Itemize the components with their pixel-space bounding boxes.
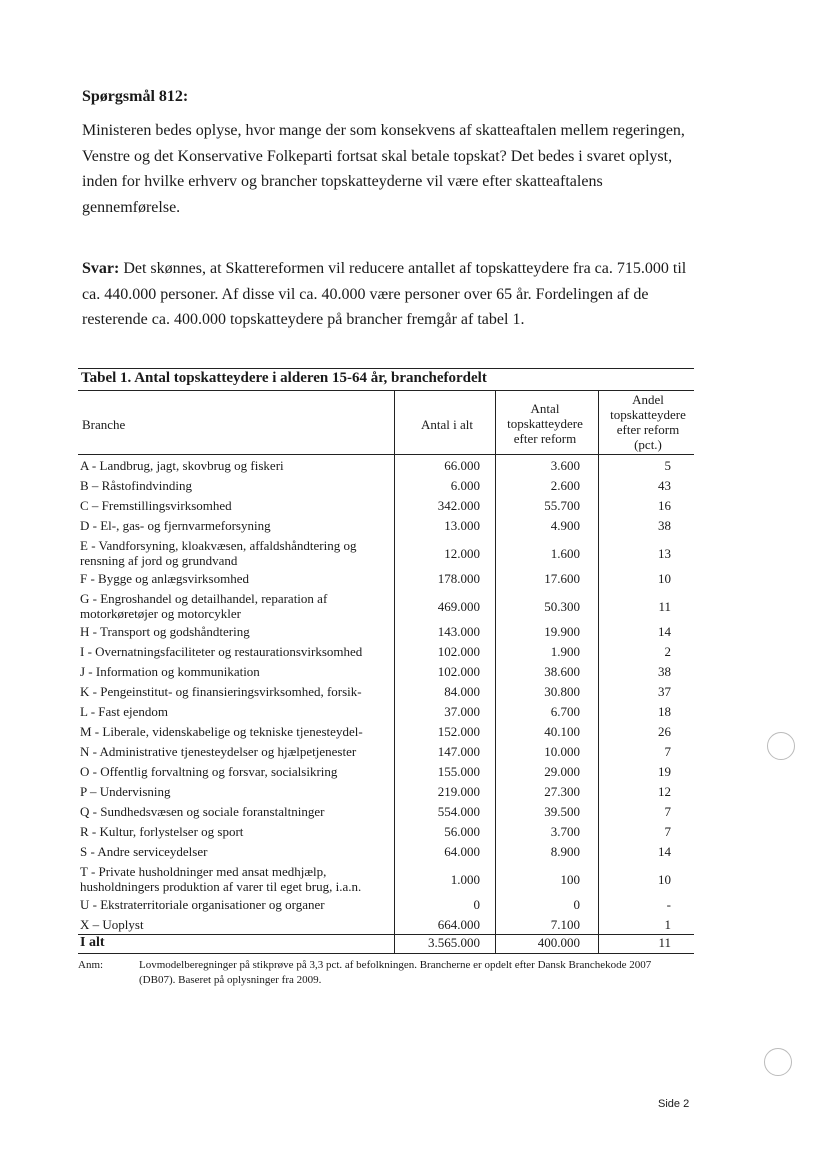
row-topskat: 1.900 [550, 644, 580, 659]
row-label: Q - Sundhedsvæsen og sociale foranstaltninger [80, 804, 325, 819]
row-antal: 1.000 [450, 872, 480, 887]
answer-paragraph [82, 256, 692, 333]
row-andel: 37 [658, 684, 671, 699]
row-topskat: 3.600 [550, 458, 580, 473]
row-andel: 13 [658, 546, 671, 561]
row-topskat: 4.900 [550, 518, 580, 533]
question-text: Ministeren bedes oplyse, hvor mange der som konsekvens af skatteaftalen mellem regeringen, Venstre og det Konservative Folkeparti fortsat skal betale topskat? Det bedes i svaret oplyst, inden for hvilke erhverv og brancher topskatteyderne vil være efter skatteaftalens gennemførelse. [82, 122, 685, 216]
row-label: L - Fast ejendom [80, 704, 168, 719]
table-bottom-rule [78, 953, 694, 954]
row-topskat: 100 [560, 872, 580, 887]
note-label: Anm: [78, 959, 104, 971]
question-title: Spørgsmål 812: [82, 88, 189, 105]
total-label: I alt [80, 935, 105, 950]
row-antal: 84.000 [444, 684, 480, 699]
row-antal: 56.000 [444, 824, 480, 839]
row-topskat: 19.900 [544, 624, 580, 639]
row-topskat: 0 [573, 897, 580, 912]
header-antal: Antal i alt [421, 417, 473, 432]
row-label: R - Kultur, forlystelser og sport [80, 824, 244, 839]
row-topskat: 8.900 [550, 844, 580, 859]
row-antal: 155.000 [437, 764, 480, 779]
row-antal: 66.000 [444, 458, 480, 473]
row-topskat: 7.100 [550, 917, 580, 932]
page-number: Side 2 [658, 1098, 690, 1110]
row-andel: 12 [658, 784, 671, 799]
row-antal: 64.000 [444, 844, 480, 859]
row-antal: 342.000 [437, 498, 480, 513]
row-label: C – Fremstillingsvirksomhed [80, 498, 232, 513]
table-title: Tabel 1. Antal topskatteydere i alderen 15-64 år, branchefordelt [81, 370, 487, 386]
row-topskat: 2.600 [550, 478, 580, 493]
row-antal: 102.000 [437, 644, 480, 659]
row-topskat: 39.500 [544, 804, 580, 819]
row-andel: 10 [658, 571, 671, 586]
header-rule [78, 454, 694, 455]
row-andel: 7 [664, 824, 671, 839]
header-andel: Andel topskatteydere efter reform (pct.) [610, 392, 686, 452]
row-label: J - Information og kommunikation [80, 664, 260, 679]
row-andel: 16 [658, 498, 671, 513]
row-andel: 7 [664, 804, 671, 819]
row-label: A - Landbrug, jagt, skovbrug og fiskeri [80, 458, 284, 473]
row-antal: 13.000 [444, 518, 480, 533]
row-topskat: 3.700 [550, 824, 580, 839]
row-topskat: 27.300 [544, 784, 580, 799]
row-andel: 43 [658, 478, 671, 493]
row-label: H - Transport og godshåndtering [80, 624, 250, 639]
row-andel: 18 [658, 704, 671, 719]
row-antal: 12.000 [444, 546, 480, 561]
total-topskat: 400.000 [537, 935, 580, 950]
row-label: X – Uoplyst [80, 917, 144, 932]
answer-text: Det skønnes, at Skattereformen vil reducere antallet af topskatteydere fra ca. 715.000 til ca. 440.000 personer. Af disse vil ca. 40.000 være personer over 65 år. Fordelingen af de resterende ca. 400.000 topskatteydere på brancher fremgår af tabel 1. [82, 260, 687, 328]
row-andel: 1 [664, 917, 671, 932]
row-andel: 14 [658, 624, 671, 639]
row-label: S - Andre serviceydelser [80, 844, 208, 859]
row-topskat: 1.600 [550, 546, 580, 561]
row-antal: 102.000 [437, 664, 480, 679]
row-topskat: 55.700 [544, 498, 580, 513]
total-antal: 3.565.000 [428, 935, 480, 950]
row-topskat: 50.300 [544, 599, 580, 614]
row-andel: 5 [664, 458, 671, 473]
total-andel: 11 [658, 935, 671, 950]
row-antal: 178.000 [437, 571, 480, 586]
row-andel: 11 [658, 599, 671, 614]
row-antal: 147.000 [437, 744, 480, 759]
row-label: N - Administrative tjenesteydelser og hjælpetjenester [80, 744, 357, 759]
row-andel: 26 [658, 724, 671, 739]
row-label: E - Vandforsyning, kloakvæsen, affaldshåndtering og rensning af jord og grundvand [80, 538, 357, 568]
table-top-rule [78, 368, 694, 369]
row-label: B – Råstofindvinding [80, 478, 192, 493]
row-antal: 152.000 [437, 724, 480, 739]
row-topskat: 38.600 [544, 664, 580, 679]
row-topskat: 6.700 [550, 704, 580, 719]
table-title-rule [78, 390, 694, 391]
row-label: I - Overnatningsfaciliteter og restaurationsvirksomhed [80, 644, 363, 659]
row-andel: 14 [658, 844, 671, 859]
row-andel: 38 [658, 664, 671, 679]
row-antal: 469.000 [437, 599, 480, 614]
row-andel: 38 [658, 518, 671, 533]
answer-label: Svar: [82, 260, 120, 277]
row-antal: 219.000 [437, 784, 480, 799]
row-antal: 143.000 [437, 624, 480, 639]
row-andel: 7 [664, 744, 671, 759]
row-topskat: 10.000 [544, 744, 580, 759]
row-antal: 6.000 [450, 478, 480, 493]
row-label: O - Offentlig forvaltning og forsvar, socialsikring [80, 764, 338, 779]
row-label: F - Bygge og anlægsvirksomhed [80, 571, 249, 586]
row-label: P – Undervisning [80, 784, 171, 799]
row-label: T - Private husholdninger med ansat medhjælp, husholdningers produktion af varer til eget brug, i.a.n. [80, 864, 362, 894]
row-label: K - Pengeinstitut- og finansieringsvirksomhed, forsik- [80, 684, 362, 699]
row-antal: 37.000 [444, 704, 480, 719]
row-topskat: 30.800 [544, 684, 580, 699]
header-branche: Branche [82, 417, 126, 432]
row-label: U - Ekstraterritoriale organisationer og organer [80, 897, 325, 912]
punch-hole-mark [767, 732, 795, 760]
row-andel: 19 [658, 764, 671, 779]
note-text: Lovmodelberegninger på stikprøve på 3,3 pct. af befolkningen. Brancherne er opdelt efter Dansk Branchekode 2007 (DB07). Baseret på oplysninger fra 2009. [139, 959, 652, 986]
row-topskat: 40.100 [544, 724, 580, 739]
row-andel: 10 [658, 872, 671, 887]
row-andel: - [666, 897, 671, 912]
row-topskat: 17.600 [544, 571, 580, 586]
header-topskat: Antal topskatteydere efter reform [507, 401, 583, 446]
row-antal: 554.000 [437, 804, 480, 819]
punch-hole-mark [764, 1048, 792, 1076]
row-label: M - Liberale, videnskabelige og tekniske tjenesteydel- [80, 724, 363, 739]
row-topskat: 29.000 [544, 764, 580, 779]
row-label: G - Engroshandel og detailhandel, reparation af motorkøretøjer og motorcykler [80, 591, 328, 621]
row-label: D - El-, gas- og fjernvarmeforsyning [80, 518, 271, 533]
row-antal: 664.000 [437, 917, 480, 932]
row-antal: 0 [473, 897, 480, 912]
row-andel: 2 [664, 644, 671, 659]
